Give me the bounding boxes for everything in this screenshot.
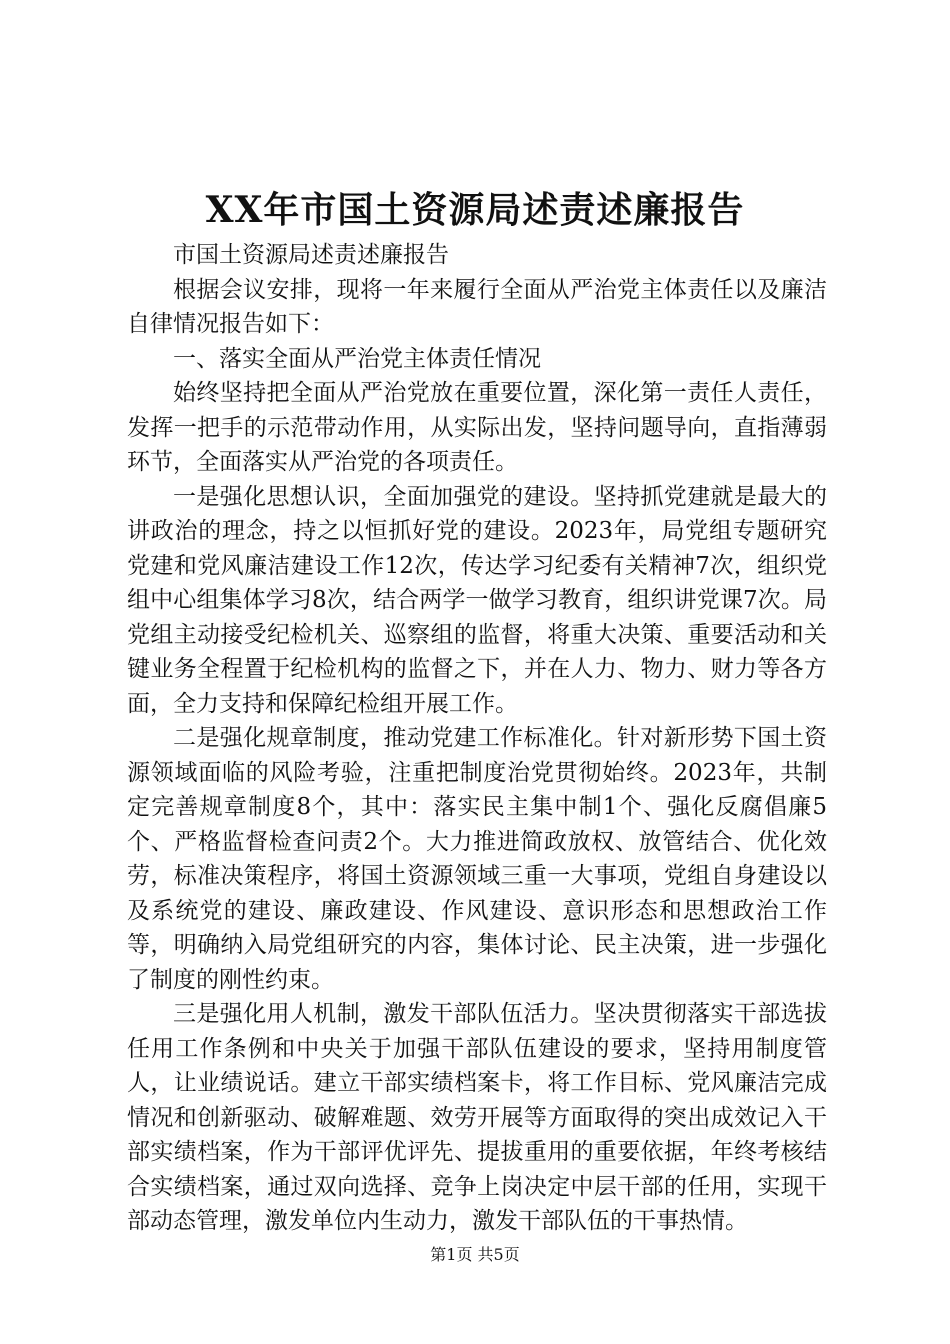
page-indicator: 第1页 共5页 [430,1245,520,1264]
document-title: XX年市国土资源局述责述廉报告 [205,189,745,231]
paragraph-overview: 始终坚持把全面从严治党放在重要位置，深化第一责任人责任，发挥一把手的示范带动作用，从实际出发，坚持问题导向，直指薄弱环节，全面落实从严治党的各项责任。 [127,380,827,475]
paragraph-point-2: 二是强化规章制度，推动党建工作标准化。针对新形势下国土资源领域面临的风险考验，注重把制度治党贯彻始终。2023年，共制定完善规章制度8个，其中：落实民主集中制1个、强化反腐倡廉5个、严格监督检查问责2个。大力推进简政放权、放管结合、优化效劳，标准决策程序，将国土资源领域三重一大事项，党组自身建设以及系统党的建设、廉政建设、作风建设、意识形态和思想政治工作等，明确纳入局党组研究的内容，集体讨论、民主决策，进一步强化了制度的刚性约束。 [127,725,827,993]
paragraph-subtitle: 市国土资源局述责述廉报告 [173,242,449,268]
paragraph-point-3: 三是强化用人机制，激发干部队伍活力。坚决贯彻落实干部选拔任用工作条例和中央关于加强干部队伍建设的要求，坚持用制度管人，让业绩说话。建立干部实绩档案卡，将工作目标、党风廉洁完成情况和创新驱动、破解难题、效劳开展等方面取得的突出成效记入干部实绩档案，作为干部评优评先、提拔重用的重要依据，年终考核结合实绩档案，通过双向选择、竞争上岗决定中层干部的任用，实现干部动态管理，激发单位内生动力，激发干部队伍的干事热情。 [127,1001,827,1234]
section-heading-1: 一、落实全面从严治党主体责任情况 [173,345,541,372]
paragraph-point-1: 一是强化思想认识，全面加强党的建设。坚持抓党建就是最大的讲政治的理念，持之以恒抓好党的建设。2023年，局党组专题研究党建和党风廉洁建设工作12次，传达学习纪委有关精神7次，组织党组中心组集体学习8次，结合两学一做学习教育，组织讲党课7次。局党组主动接受纪检机关、巡察组的监督，将重大决策、重要活动和关键业务全程置于纪检机构的监督之下，并在人力、物力、财力等各方面，全力支持和保障纪检组开展工作。 [127,483,827,717]
paragraph-intro: 根据会议安排，现将一年来履行全面从严治党主体责任以及廉洁自律情况报告如下： [127,276,827,337]
document-body [127,238,827,1239]
